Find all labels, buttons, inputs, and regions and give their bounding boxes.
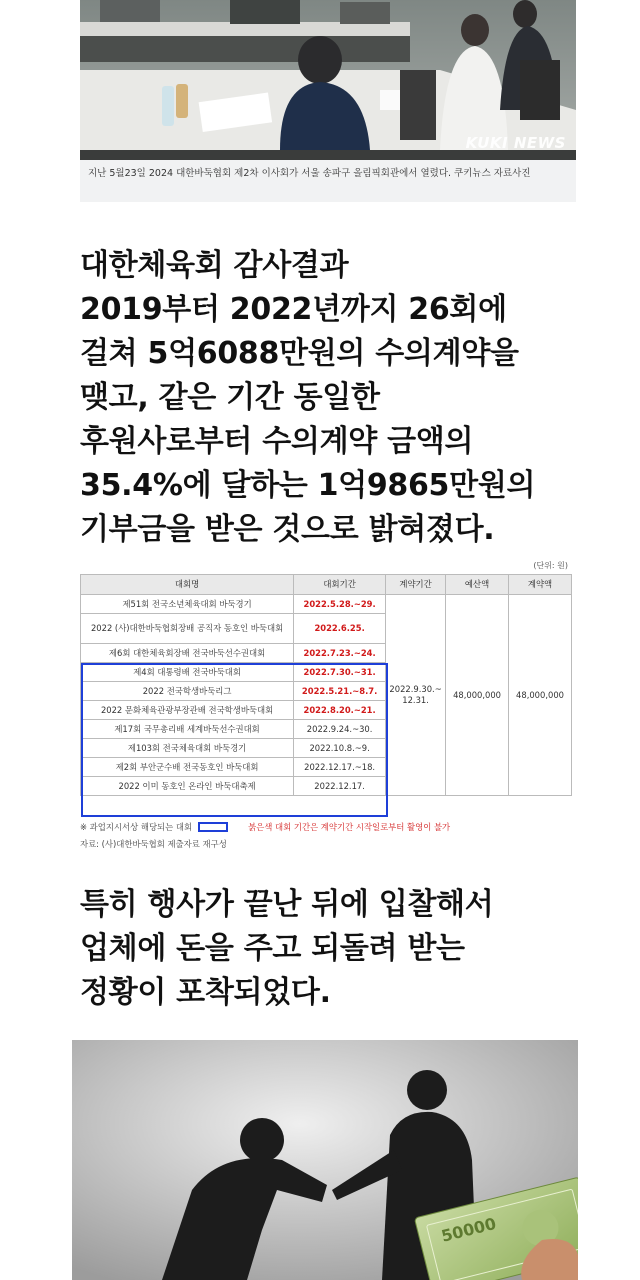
header-contract-amount: 계약액 (509, 575, 572, 595)
table-legend (80, 817, 580, 837)
header-event-name: 대회명 (81, 575, 294, 595)
bribery-silhouette-illustration (72, 1040, 578, 1280)
event-period-cell: 2022.7.30.~31. (294, 663, 386, 682)
table-row (81, 595, 572, 614)
headline-line: 걸쳐 5억6088만원의 수의계약을 (80, 336, 519, 371)
headline-line: 35.4%에 달하는 1억9865만원의 (80, 468, 536, 503)
table-unit: (단위: 원) (533, 561, 568, 570)
event-name-cell: 2022 이미 동호인 온라인 바둑대축제 (81, 777, 294, 796)
event-period-cell: 2022.7.23.~24. (294, 644, 386, 663)
banknote-text: 50000 (439, 1213, 498, 1246)
meeting-photo (80, 0, 576, 160)
table-header-row (81, 575, 572, 595)
event-name-cell: 제4회 대통령배 전국바둑대회 (81, 663, 294, 682)
header-budget: 예산액 (446, 575, 509, 595)
table-source: 자료: (사)대한바둑협회 제출자료 재구성 (80, 839, 227, 849)
event-period-cell: 2022.9.24.~30. (294, 720, 386, 739)
headline-audit-result (80, 244, 620, 552)
event-period-cell: 2022.12.17.~18. (294, 758, 386, 777)
event-name-cell: 제6회 대한체육회장배 전국바둑선수권대회 (81, 644, 294, 663)
event-name-cell: 2022 문화체육관광부장관배 전국학생바둑대회 (81, 701, 294, 720)
headline-line: 기부금을 받은 것으로 밝혀졌다. (80, 512, 495, 547)
event-name-cell: 제103회 전국체육대회 바둑경기 (81, 739, 294, 758)
bribery-photo (72, 1040, 578, 1280)
headline-line: 대한체육회 감사결과 (80, 248, 349, 283)
headline-line: 특히 행사가 끝난 뒤에 입찰해서 (80, 887, 494, 922)
event-period-cell: 2022.5.21.~8.7. (294, 682, 386, 701)
photo-caption: 지난 5월23일 2024 대한바둑협회 제2차 이사회가 서울 송파구 올림픽회관에서 열렸다. 쿠키뉴스 자료사진 (80, 160, 576, 202)
event-name-cell: 2022 (사)대한바둑협회장배 공직자 동호인 바둑대회 (81, 614, 294, 644)
headline-line: 정황이 포착되었다. (80, 975, 331, 1010)
event-period-cell: 2022.5.28.~29. (294, 595, 386, 614)
event-period-cell: 2022.12.17. (294, 777, 386, 796)
budget-cell: 48,000,000 (446, 595, 509, 796)
event-period-cell: 2022.8.20.~21. (294, 701, 386, 720)
headline-kickback (80, 883, 620, 1015)
legend-red-note: 붉은색 대회 기간은 계약기간 시작일로부터 활영이 불가 (248, 822, 451, 832)
legend-label: ※ 과업지시서상 해당되는 대회 (80, 822, 193, 832)
contract-period-cell: 2022.9.30.~ 12.31. (386, 595, 446, 796)
headline-line: 맺고, 같은 기간 동일한 (80, 380, 380, 415)
event-name-cell: 제2회 부안군수배 전국동호인 바둑대회 (81, 758, 294, 777)
news-watermark: KUKI NEWS (465, 134, 566, 152)
headline-line: 업체에 돈을 주고 되돌려 받는 (80, 931, 465, 966)
headline-line: 후원사로부터 수의계약 금액의 (80, 424, 474, 459)
contract-table-image (80, 560, 580, 860)
event-name-cell: 2022 전국학생바둑리그 (81, 682, 294, 701)
headline-line: 2019부터 2022년까지 26회에 (80, 292, 507, 327)
event-period-cell: 2022.6.25. (294, 614, 386, 644)
contract-table (80, 574, 572, 796)
event-name-cell: 제51회 전국소년체육대회 바둑경기 (81, 595, 294, 614)
contract-amount-cell: 48,000,000 (509, 595, 572, 796)
header-event-period: 대회기간 (294, 575, 386, 595)
legend-box-icon (198, 822, 228, 832)
header-contract-period: 계약기간 (386, 575, 446, 595)
event-period-cell: 2022.10.8.~9. (294, 739, 386, 758)
event-name-cell: 제17회 국무총리배 세계바둑선수권대회 (81, 720, 294, 739)
